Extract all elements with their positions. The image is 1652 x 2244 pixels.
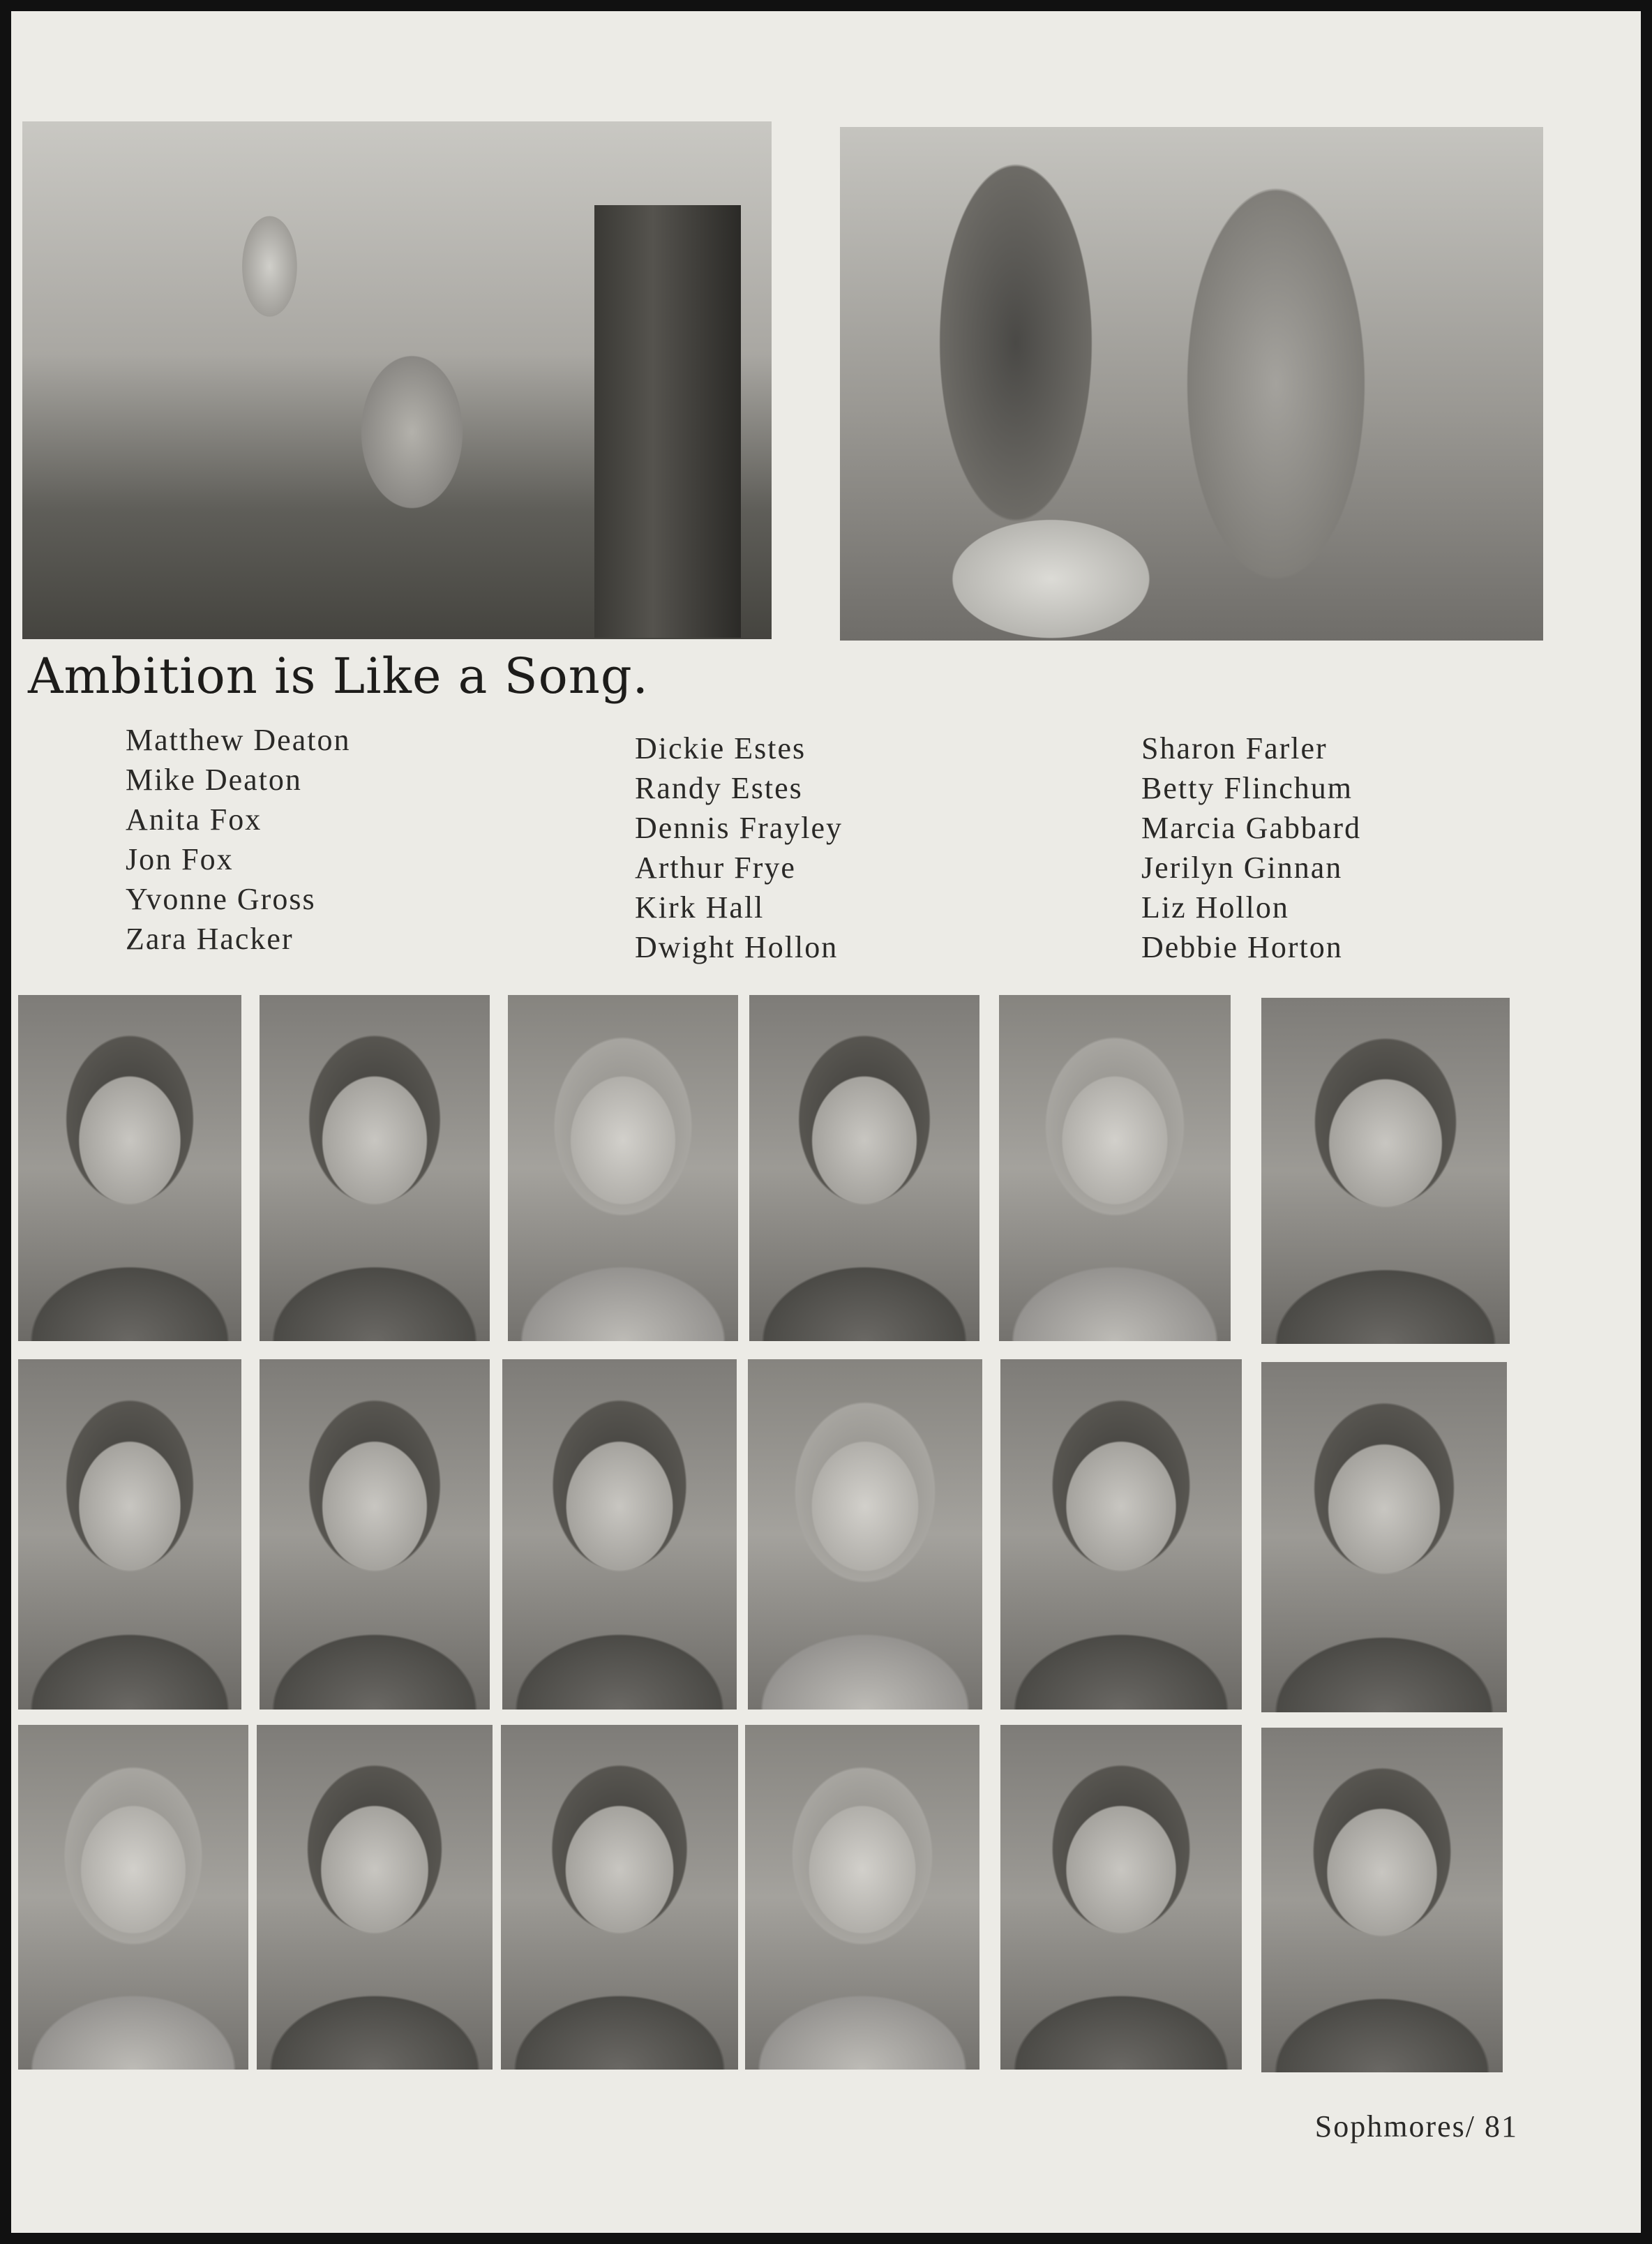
- student-name: Zara Hacker: [126, 922, 294, 956]
- student-portrait: [1261, 998, 1510, 1344]
- student-name: Arthur Frye: [635, 851, 796, 885]
- student-portrait: [508, 995, 738, 1341]
- student-portrait: [999, 995, 1231, 1341]
- name-column-3: [1141, 728, 1361, 967]
- student-name: Liz Hollon: [1141, 890, 1289, 925]
- student-name: Yvonne Gross: [126, 882, 316, 916]
- student-name: Debbie Horton: [1141, 930, 1343, 964]
- student-portrait: [257, 1725, 493, 2070]
- student-portrait: [749, 995, 979, 1341]
- name-column-2: [635, 728, 843, 967]
- photo-post: [594, 205, 741, 638]
- student-portrait: [748, 1359, 982, 1710]
- student-portrait: [18, 1725, 248, 2070]
- student-name: Kirk Hall: [635, 890, 765, 925]
- student-name: Matthew Deaton: [126, 723, 351, 757]
- student-name: Jon Fox: [126, 842, 234, 876]
- student-portrait: [501, 1725, 738, 2070]
- name-column-1: [126, 720, 350, 959]
- student-portrait: [260, 1359, 490, 1710]
- student-portrait: [1261, 1728, 1503, 2072]
- section-label: Sophmores: [1314, 2109, 1466, 2144]
- student-portrait: [502, 1359, 737, 1710]
- candid-photo-runners: [22, 121, 772, 639]
- student-portrait: [1261, 1362, 1507, 1712]
- student-name: Randy Estes: [635, 771, 803, 805]
- student-name: Mike Deaton: [126, 763, 302, 797]
- student-name: Dwight Hollon: [635, 930, 839, 964]
- student-name: Betty Flinchum: [1141, 771, 1353, 805]
- student-name: Jerilyn Ginnan: [1141, 851, 1343, 885]
- student-name: Dickie Estes: [635, 731, 806, 765]
- student-portrait: [1000, 1359, 1242, 1710]
- student-name: Marcia Gabbard: [1141, 811, 1362, 845]
- student-portrait: [1000, 1725, 1242, 2070]
- page-headline: Ambition is Like a Song.: [28, 648, 649, 705]
- student-portrait: [18, 995, 241, 1341]
- footer-separator: /: [1465, 2109, 1475, 2144]
- candid-photo-bake-sale: [840, 127, 1543, 641]
- page-footer: [1315, 2109, 1518, 2144]
- student-name: Sharon Farler: [1141, 731, 1328, 765]
- student-name: Anita Fox: [126, 802, 262, 837]
- student-name: Dennis Frayley: [635, 811, 843, 845]
- student-portrait: [260, 995, 490, 1341]
- student-portrait: [18, 1359, 241, 1710]
- yearbook-page: [11, 11, 1641, 2233]
- student-portrait: [745, 1725, 979, 2070]
- page-number: 81: [1485, 2109, 1518, 2144]
